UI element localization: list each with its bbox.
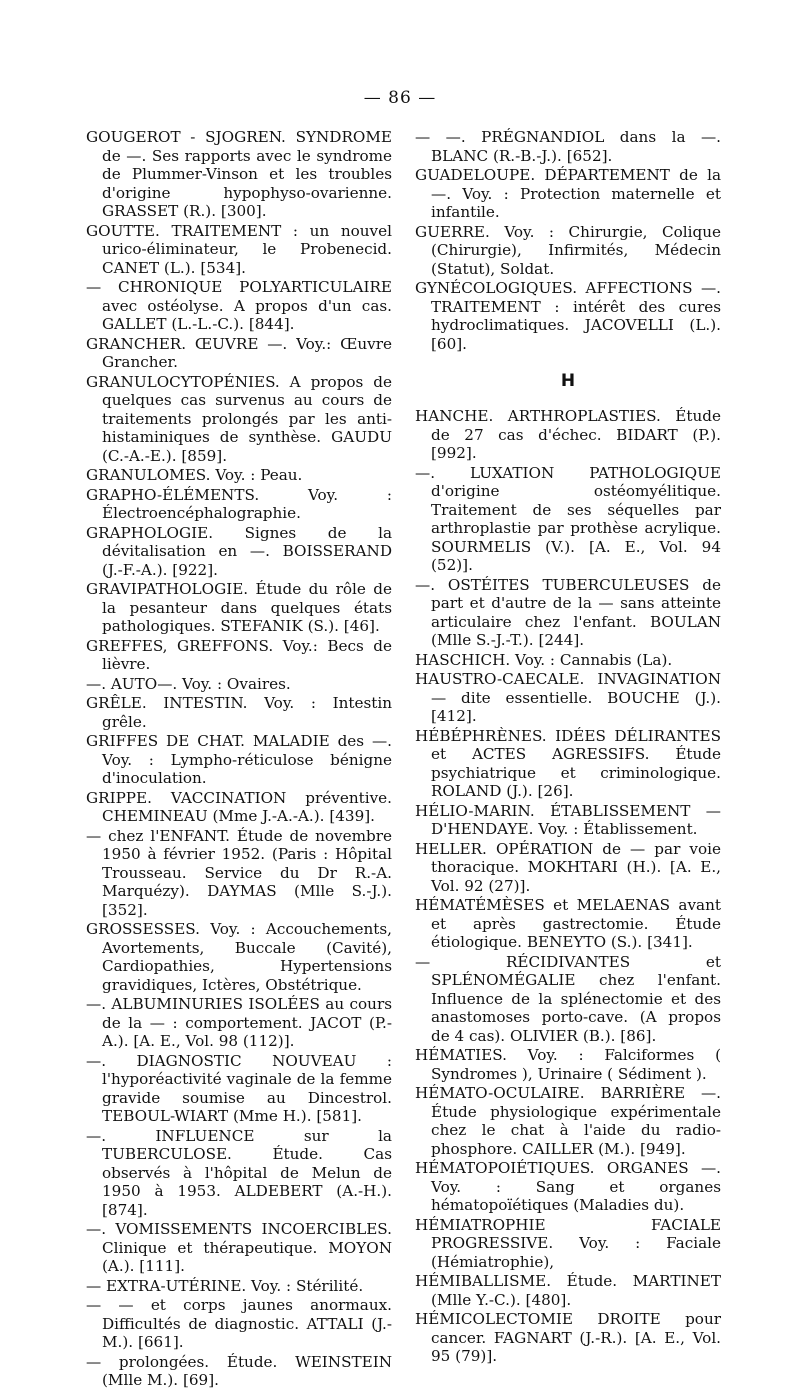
index-entry: —. OSTÉITES TUBERCULEUSES de part et d'autre de la — sans atteinte articulaire chez l'enfant. BOULAN (Mlle S.-J.-T.). [244]. [415, 575, 721, 649]
index-entry: —. LUXATION PATHOLOGIQUE d'origine ostéomyélitique. Traitement de ses séquelles par arthroplastie par prothèse acrylique. SOURMELIS (V.). [A. E., Vol. 94 (52)]. [415, 463, 721, 574]
index-entry: HÉMATO-OCULAIRE. BARRIÈRE —. Étude physiologique expérimentale chez le chat à l'aide du radio-phosphore. CAILLER (M.). [949]. [415, 1084, 721, 1158]
index-entry: —. INFLUENCE sur la TUBERCULOSE. Étude. Cas observés à l'hôpital de Melun de 1950 à 1953. ALDEBERT (A.-H.). [874]. [86, 1126, 392, 1219]
index-entry: GOUGEROT - SJOGREN. SYNDROME de —. Ses rapports avec le syndrome de Plummer-Vinson et les troubles d'origine hypophyso-ovarienne. GRASSET (R.). [300]. [86, 128, 392, 220]
index-entry: GRIPPE. VACCINATION préventive. CHEMINEAU (Mme J.-A.-A.). [439]. [86, 788, 392, 825]
index-entry: —. DIAGNOSTIC NOUVEAU : l'hyporéactivité vaginale de la femme gravide soumise au Dincestrol. TEBOUL-WIART (Mme H.). [581]. [86, 1051, 392, 1125]
letter-heading: H [560, 371, 576, 391]
index-entry: — —. PRÉGNANDIOL dans la —. BLANC (R.-B.-J.). [652]. [415, 128, 721, 165]
index-entry: — — et corps jaunes anormaux. Difficultés de diagnostic. ATTALI (J.-M.). [661]. [86, 1296, 392, 1351]
index-entry: — prolongées. Étude. WEINSTEIN (Mlle M.). [69]. [86, 1352, 392, 1389]
right-column [415, 128, 721, 1367]
index-entry: GRIFFES DE CHAT. MALADIE des —. Voy. : Lympho-réticulose bénigne d'inoculation. [86, 732, 392, 787]
index-entry: GREFFES, GREFFONS. Voy.: Becs de lièvre. [86, 636, 392, 673]
left-column [86, 128, 392, 1391]
index-entry: —. ALBUMINURIES ISOLÉES au cours de la — : comportement. JACOT (P.-A.). [A. E., Vol. 98 (112)]. [86, 995, 392, 1050]
index-entry: HÉMATOPOIÉTIQUES. ORGANES —. Voy. : Sang et organes hématopoïétiques (Maladies du). [415, 1159, 721, 1214]
index-entry: GRANULOCYTOPÉNIES. A propos de quelques cas survenus au cours de traitements prolongés par les anti-histaminiques de synthèse. GAUDU (C.-A.-E.). [859]. [86, 372, 392, 465]
index-entry: —. AUTO—. Voy. : Ovaires. [86, 674, 291, 693]
index-entry: GRAVIPATHOLOGIE. Étude du rôle de la pesanteur dans quelques états pathologiques. STEFANIK (S.). [46]. [86, 580, 392, 635]
index-entry: HÉMICOLECTOMIE DROITE pour cancer. FAGNART (J.-R.). [A. E., Vol. 95 (79)]. [415, 1310, 721, 1365]
index-entry: GUERRE. Voy. : Chirurgie, Colique (Chirurgie), Infirmités, Médecin (Statut), Soldat. [415, 222, 721, 278]
index-entry: GRAPHO-ÉLÉMENTS. Voy. : Électroencéphalographie. [86, 485, 392, 522]
index-entry: GRAPHOLOGIE. Signes de la dévitalisation en —. BOISSERAND (J.-F.-A.). [922]. [86, 523, 392, 579]
index-entry: GUADELOUPE. DÉPARTEMENT de la —. Voy. : Protection maternelle et infantile. [415, 166, 721, 221]
index-entry: HASCHICH. Voy. : Cannabis (La). [415, 650, 673, 669]
index-entry: GROSSESSES. Voy. : Accouchements, Avortements, Buccale (Cavité), Cardiopathies, Hypertensions gravidiques, Ictères, Obstétrique. [86, 920, 392, 994]
index-entry: HANCHE. ARTHROPLASTIES. Étude de 27 cas d'échec. BIDART (P.). [992]. [415, 407, 721, 462]
index-entry: GRANULOMES. Voy. : Peau. [86, 466, 303, 484]
page-number: — 86 — [363, 88, 437, 108]
index-entry: — CHRONIQUE POLYARTICULAIRE avec ostéolyse. A propos d'un cas. GALLET (L.-L.-C.). [844]. [86, 278, 392, 333]
index-entry: HÉMATIES. Voy. : Falciformes ( Syndromes ), Urinaire ( Sédiment ). [415, 1046, 721, 1083]
index-entry: HÉMIATROPHIE FACIALE PROGRESSIVE. Voy. : Faciale (Hémiatrophie), [415, 1215, 721, 1271]
index-entry: —. VOMISSEMENTS INCOERCIBLES. Clinique et thérapeutique. MOYON (A.). [111]. [86, 1220, 392, 1275]
index-entry: HÉLIO-MARIN. ÉTABLISSEMENT — D'HENDAYE. Voy. : Établissement. [415, 801, 721, 838]
index-entry: HÉMATÉMÈSES et MELAENAS avant et après gastrectomie. Étude étiologique. BENEYTO (S.). [341]. [415, 896, 721, 951]
index-entry: HAUSTRO-CAECALE. INVAGINATION — dite essentielle. BOUCHE (J.). [412]. [415, 670, 721, 725]
index-entry: GOUTTE. TRAITEMENT : un nouvel urico-éliminateur, le Probenecid. CANET (L.). [534]. [86, 221, 392, 277]
index-entry: GRÊLE. INTESTIN. Voy. : Intestin grêle. [86, 694, 392, 731]
index-entry: HÉBÉPHRÈNES. IDÉES DÉLIRANTES et ACTES AGRESSIFS. Étude psychiatrique et criminologique. ROLAND (J.). [26]. [415, 726, 721, 800]
index-entry: HELLER. OPÉRATION de — par voie thoracique. MOKHTARI (H.). [A. E., Vol. 92 (27)]. [415, 839, 721, 895]
index-entry: GYNÉCOLOGIQUES. AFFECTIONS —. TRAITEMENT : intérêt des cures hydroclimatiques. JACOVELLI (L.). [60]. [415, 279, 721, 353]
index-entry: HÉMIBALLISME. Étude. MARTINET (Mlle Y.-C.). [480]. [415, 1272, 721, 1309]
index-entry: GRANCHER. ŒUVRE —. Voy.: Œuvre Grancher. [86, 334, 392, 371]
index-entry: — chez l'ENFANT. Étude de novembre 1950 à février 1952. (Paris : Hôpital Trousseau. Service du Dr R.-A. Marquézy). DAYMAS (Mlle S.-J.). [352]. [86, 826, 392, 919]
index-entry: — EXTRA-UTÉRINE. Voy. : Stérilité. [86, 1276, 364, 1295]
index-entry: — RÉCIDIVANTES et SPLÉNOMÉGALIE chez l'enfant. Influence de la splénectomie et des anastomoses porto-cave. (A propos de 4 cas). OLIVIER (B.). [86]. [415, 952, 721, 1045]
